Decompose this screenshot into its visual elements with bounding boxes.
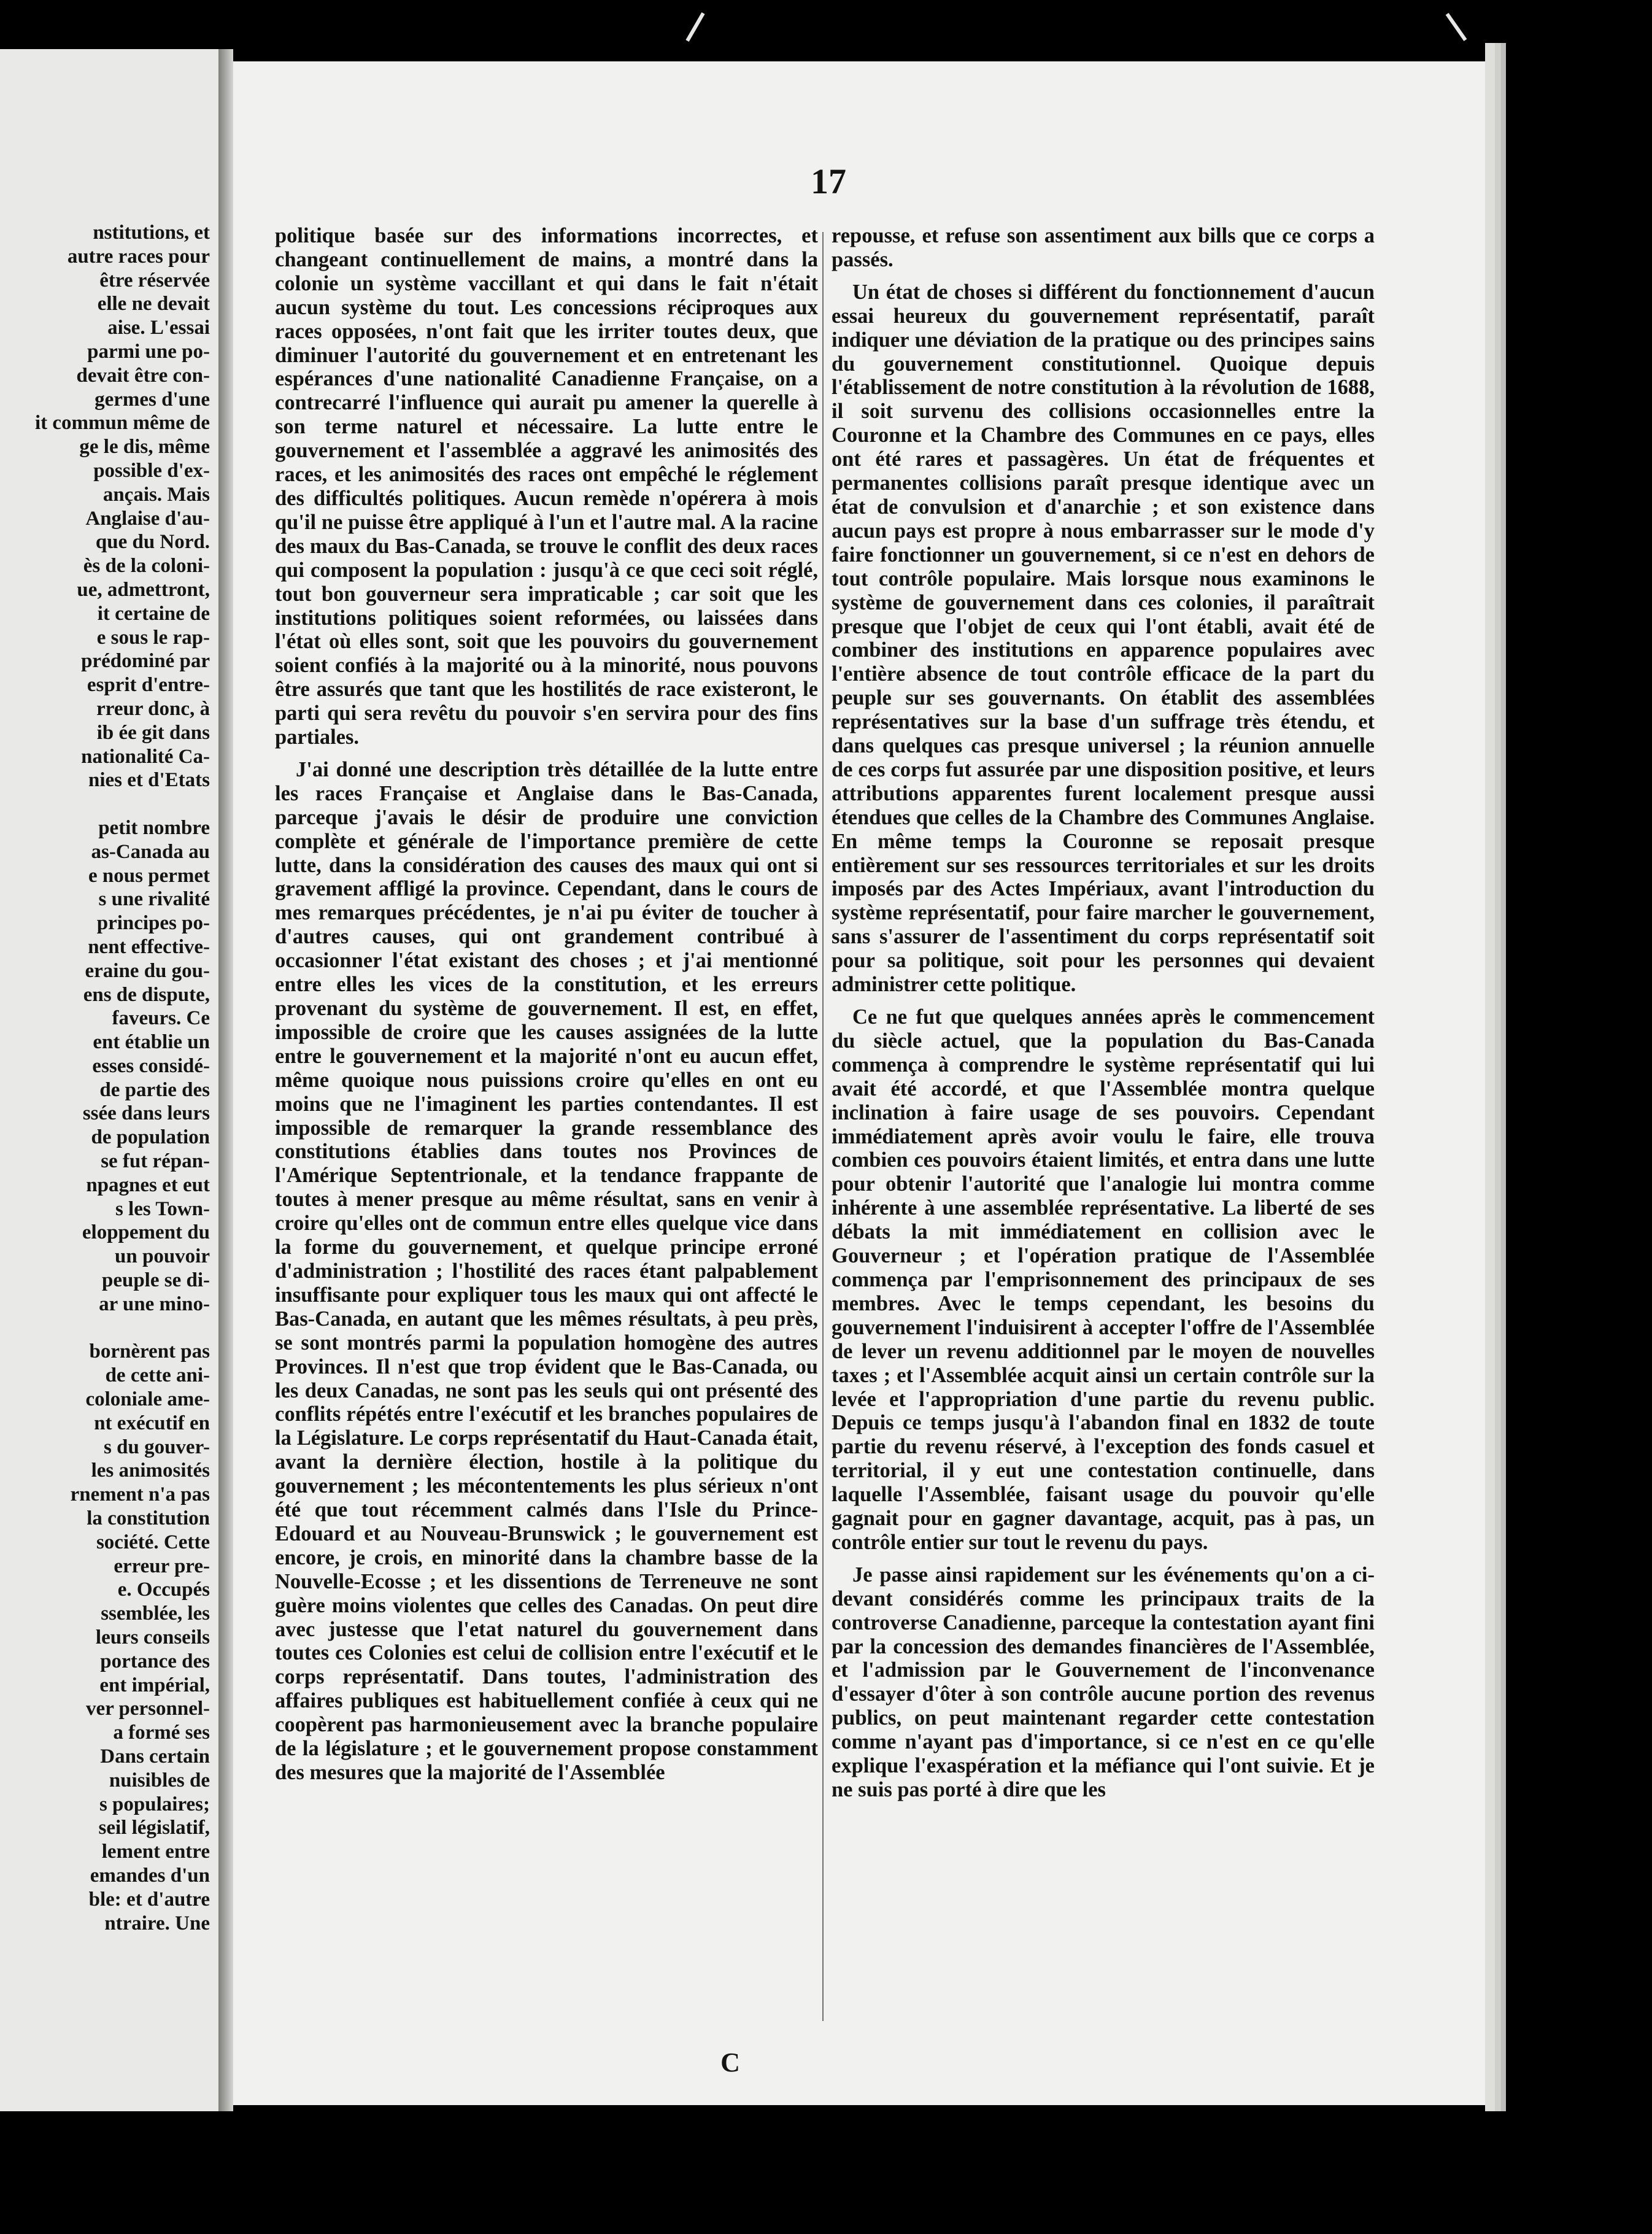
facing-page-line: ssée dans leurs: [82, 1102, 210, 1125]
facing-page-line: les animosités: [91, 1459, 210, 1482]
facing-page-line: petit nombre: [98, 816, 210, 839]
signature-mark: C: [720, 2047, 740, 2077]
facing-page-line: de population: [91, 1126, 210, 1149]
facing-page-line: it certaine de: [97, 602, 210, 625]
facing-page-line: portance des: [100, 1650, 210, 1672]
page-edge: [1501, 43, 1506, 2111]
page-edge: [1485, 43, 1495, 2111]
facing-page-line: ver personnel-: [86, 1698, 210, 1720]
facing-page-line: esses considé-: [92, 1054, 210, 1077]
facing-page-line: ent établie un: [93, 1031, 210, 1054]
facing-page-line: it commun même de: [34, 412, 210, 435]
facing-page-line: ès de la coloni-: [83, 555, 210, 578]
facing-page-line: ançais. Mais: [102, 483, 210, 506]
facing-page-line: aise. L'essai: [107, 317, 210, 339]
paragraph: repousse, et refuse son assentiment aux bills que ce corps a passés.: [832, 224, 1375, 271]
facing-page-line: s une rivalité: [98, 888, 210, 911]
facing-page-line: coloniale ame-: [85, 1388, 210, 1411]
facing-page-line: ble: et d'autre: [88, 1888, 210, 1911]
facing-page-line: nent effective-: [88, 935, 210, 958]
facing-page-line: un pouvoir: [115, 1245, 210, 1268]
facing-page-line: erreur pre-: [114, 1555, 210, 1577]
facing-page-line: autre races pour: [67, 245, 210, 268]
facing-page-line: [7, 792, 210, 816]
facing-page-line: [7, 1316, 210, 1340]
facing-page-line: la constitution: [87, 1507, 210, 1530]
facing-page-line: faveurs. Ce: [112, 1007, 210, 1030]
paragraph: politique basée sur des informations incorrectes, et changeant continuellement de mains, a montré dans la colonie un système vaccillant et qui dans le fait n'était aucun système du tout. Les concessions réciproques aux races opposées, n'ont fait que les irriter toutes deux, que diminuer l'autorité du gouvernement et en entretenant les espérances d'une nationalité Canadienne Française, on a contrecarré l'influence qui aurait pu amener la querelle à son terme naturel et nécessaire. La lutte entre le gouvernement et l'assemblée a aggravé les animosités des races, et les animosités des races ont empêché le réglement des difficultés politiques. Aucun remède n'opérera à mois qu'il ne puisse être appliqué à l'un et l'autre mal. A la racine des maux du Bas-Canada, se trouve le conflit des deux races qui composent la population : jusqu'à ce que ceci soit réglé, tout bon gouverneur sera impraticable ; car soit que les institutions politiques soient reformées, ou laissées dans l'état où elles sont, soit que les pouvoirs du gouvernement soient confiés à la majorité ou à la minorité, nous pouvons être assurés que tant que les hostilités de race existeront, le parti qui sera revêtu du pouvoir s'en servira pour des fins partiales.: [275, 224, 818, 749]
facing-page-line: possible d'ex-: [93, 459, 210, 482]
facing-page-line: se fut répan-: [101, 1150, 210, 1173]
facing-page-line: bornèrent pas: [89, 1340, 210, 1363]
facing-page-line: ge le dis, même: [79, 436, 210, 458]
paragraph: Un état de choses si différent du fonctionnement d'aucun essai heureux du gouvernement représentatif, paraît indiquer une déviation de la pratique ou des principes sains du gouvernement constitutionnel. Quoique depuis l'établissement de notre constitution à la révolution de 1688, il soit survenu des collisions occasionnelles entre la Couronne et la Chambre des Communes en ce pays, elles ont été rares et passagères. Un état de fréquentes et permanentes collisions paraît presque identique avec un état de convulsion et d'anarchie ; et son existence dans aucun pays est propre à nous embarrasser sur le mode d'y faire fonctionner un gouvernement, si ce n'est en dehors de tout contrôle populaire. Mais lorsque nous examinons le système de gouvernement dans ces colonies, il paraîtrait presque que l'objet de ceux qui l'ont établi, avait été de combiner des institutions en apparence populaires avec l'entière absence de tout contrôle efficace de la part du peuple sur ses gouvernants. On établit des assemblées représentatives sur la base d'un suffrage très étendu, et dans quelques cas presque universel ; la réunion annuelle de ces corps fut assurée par une disposition positive, et leurs attributions apparentes furent localement presque aussi étendues que celles de la Chambre des Communes Anglaise. En même temps la Couronne se reposait presque entièrement sur ses ressources territoriales et sur les droits imposés par des Actes Impériaux, avant l'introduction du système représentatif, pour faire marcher le gouvernement, sans s'assurer de l'assentiment du corps représentatif soit pour sa politique, soit pour les personnes qui devaient administrer cette politique.: [832, 280, 1375, 997]
facing-page-line: eraine du gou-: [85, 959, 210, 982]
facing-page-line: Dans certain: [100, 1745, 210, 1768]
facing-page-line: esprit d'entre-: [87, 674, 210, 697]
page-edge: [1495, 43, 1501, 2111]
text-column-right: [832, 224, 1375, 1811]
facing-page-line: s les Town-: [115, 1197, 210, 1220]
paragraph: Ce ne fut que quelques années après le commencement du siècle actuel, que la population du Bas-Canada commença à comprendre le système représentatif qui lui avait été accordé, et que l'Assemblée montra quelque inclination à faire usage de ses pouvoirs. Cependant immédiatement après avoir voulu le faire, elle trouva combien ces pouvoirs étaient limités, et entra dans une lutte pour obtenir l'autorité que l'analogie lui montra comme inhérente à une assemblée représentative. La liberté de ses débats la mit immédiatement en collision avec le Gouverneur ; et l'opération pratique de l'Assemblée commença par l'emprisonnement des principaux de ses membres. Avec le temps cependant, les besoins du gouvernement l'induisirent à accepter l'offre de l'Assemblée de lever un revenu additionnel par le moyen de nouvelles taxes ; et l'Assemblée acquit ainsi un certain contrôle sur la levée et l'appropriation d'une partie du revenu public. Depuis ce temps jusqu'à l'abandon final en 1832 de toute partie du revenu réservé, à l'exception des fonds casuel et territorial, il y eut une contestation continuelle, dans laquelle l'Assemblée, faisant usage du pouvoir qu'elle gagnait pour en gagner davantage, acquit, pas à pas, un contrôle entier sur tout le revenu du pays.: [832, 1005, 1375, 1554]
facing-page-line: société. Cette: [96, 1531, 210, 1553]
facing-page-line: nies et d'Etats: [88, 769, 210, 792]
scan-mark: [685, 12, 704, 42]
facing-page-line: devait être con-: [76, 364, 210, 387]
facing-page-line: leurs conseils: [95, 1626, 210, 1649]
facing-page-line: parmi une po-: [87, 340, 210, 363]
facing-page-line: ib ée git dans: [96, 721, 210, 744]
facing-page-line: germes d'une: [95, 388, 210, 411]
page-number: 17: [811, 161, 846, 201]
facing-page-line: as-Canada au: [91, 840, 210, 863]
facing-page-line: ar une mino-: [99, 1293, 210, 1315]
facing-page-line: prédominé par: [81, 650, 210, 673]
paragraph: Je passe ainsi rapidement sur les événements qu'on a ci-devant considérés comme les principaux traits de la controverse Canadienne, parceque la contestation ayant fini par la concession des demandes financières de l'Assemblée, et l'admission par le Gouvernement de l'inconvenance d'essayer d'ôter à son contrôle aucune portion des revenus publics, on peut maintenant regarder cette contestation comme n'ayant pas d'importance, si ce n'est en ce qu'elle explique l'exaspération et la méfiance qui l'ont suivie. Et je ne suis pas porté à dire que les: [832, 1563, 1375, 1801]
facing-page-line: de cette ani-: [105, 1364, 210, 1387]
facing-page-line: ssemblée, les: [101, 1602, 210, 1625]
facing-page-line: de partie des: [99, 1078, 210, 1101]
facing-page-line: elle ne devait: [97, 293, 210, 315]
facing-page-line: ue, admettront,: [77, 578, 210, 601]
facing-page-line: ent impérial,: [99, 1674, 210, 1696]
facing-page-line: que du Nord.: [95, 531, 210, 554]
facing-page-line: ntraire. Une: [104, 1912, 210, 1934]
facing-page-line: lement entre: [101, 1841, 210, 1863]
facing-page: [0, 49, 220, 2111]
facing-page-line: nstitutions, et: [93, 222, 210, 244]
paragraph: J'ai donné une description très détaillée de la lutte entre les races Française et Anglaise dans le Bas-Canada, parceque j'avais le désir de produire une conviction complète et générale de l'importance première de cette lutte, dans la considération des causes des maux qui ont si gravement affligé la province. Cependant, dans le cours de mes remarques précédentes, je n'ai pu éviter de toucher à d'autres causes, qui ont grandement contribué à occasionner l'état existant des choses ; et j'ai mentionné entre elles les vices de la constitution, et les erreurs provenant du système de gouvernement. Il est, en effet, impossible de croire que les causes assignées de la lutte entre le gouvernement et la majorité n'ont eu aucun effet, même quoique nous puissions croire qu'elles en ont eu moins que ne l'imaginent les parties contendantes. Il est impossible de remarquer la grande ressemblance des constitutions établies dans toutes nos Provinces de l'Amérique Septentrionale, et la tendance frappante de toutes à mener presque au même résultat, sans en venir à croire qu'elles ont de commun entre elles quelque vice dans la forme du gouvernement, et quelque principe erroné d'administration ; l'hostilité des races étant palpablement insuffisante pour expliquer tous les maux qui ont affecté le Bas-Canada, en autant que les mêmes résultats, à peu près, se sont montrés parmi la population homogène des autres Provinces. Il n'est que trop évident que le Bas-Canada, ou les deux Canadas, ne sont pas les seuls qui ont présenté des conflits répétés entre l'exécutif et les branches populaires de la Législature. Le corps représentatif du Haut-Canada était, avant la dernière élection, hostile à la politique du gouvernement ; les mécontentements les plus sérieux n'ont été que tout récemment calmés dans l'Isle du Prince-Edouard et au Nouveau-Brunswick ; le gouvernement est encore, je crois, en minorité dans la chambre basse de la Nouvelle-Ecosse ; et les dissentions de Terreneuve ne sont guère moins violentes que celles des Canadas. On peut dire avec justesse que l'etat naturel du gouvernement dans toutes ces Colonies est celui de collision entre l'exécutif et le corps représentatif. Dans toutes, l'administration des affaires publiques est habituellement confiée à ceux qui ne coopèrent pas harmonieusement avec la branche populaire de la législature ; et le gouvernement propose constamment des mesures que la majorité de l'Assemblée: [275, 757, 818, 1784]
facing-page-line: Anglaise d'au-: [85, 507, 210, 530]
facing-page-line: emandes d'un: [90, 1864, 210, 1887]
facing-page-line: seil législatif,: [98, 1817, 210, 1839]
facing-page-line: s populaires;: [99, 1793, 210, 1815]
facing-page-line: e nous permet: [88, 864, 210, 887]
column-rule: [822, 232, 824, 2021]
facing-page-line: être réservée: [99, 269, 210, 292]
facing-page-line: nuisibles de: [109, 1769, 210, 1791]
facing-page-line: eloppement du: [82, 1221, 210, 1244]
facing-page-text-fragments: [7, 221, 210, 1935]
facing-page-line: nt exécutif en: [94, 1412, 210, 1434]
facing-page-line: principes po-: [96, 912, 210, 935]
facing-page-line: e sous le rap-: [96, 626, 210, 649]
facing-page-line: s du gouver-: [104, 1436, 210, 1458]
facing-page-line: peuple se di-: [101, 1269, 210, 1292]
facing-page-line: nationalité Ca-: [81, 745, 210, 768]
facing-page-line: e. Occupés: [117, 1579, 210, 1601]
text-column-left: [275, 224, 818, 1793]
facing-page-line: rreur donc, à: [96, 697, 210, 720]
scan-mark: [1446, 13, 1467, 41]
book-gutter: [218, 49, 233, 2111]
facing-page-line: a formé ses: [113, 1722, 210, 1744]
facing-page-line: ens de dispute,: [83, 983, 210, 1006]
facing-page-line: npagnes et eut: [86, 1173, 210, 1196]
facing-page-line: rnement n'a pas: [70, 1483, 210, 1506]
